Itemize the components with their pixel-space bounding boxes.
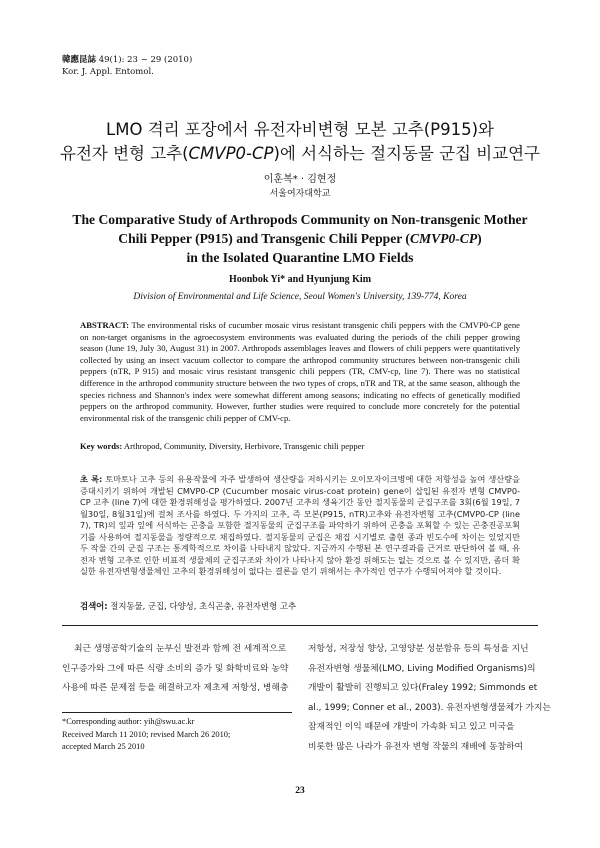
korean-title-line-2-post: )에 서식하는 절지동물 군집 비교연구 xyxy=(273,144,540,163)
korean-abstract-label: 초 록: xyxy=(80,474,103,484)
section-divider xyxy=(62,625,538,626)
body-left-line-3: 사용에 따른 문제점 등을 해결하고자 제초제 저항성, 병해충 xyxy=(62,683,289,693)
english-affiliation: Division of Environmental and Life Science, Seoul Women's University, 139-774, Korea xyxy=(133,292,467,302)
english-authors: Hoonbok Yi* and Hyunjung Kim xyxy=(228,274,372,285)
english-title-gene-name: CMVP0-CP xyxy=(409,231,478,246)
korean-title-line-2-pre: 유전자 변형 고추( xyxy=(60,144,189,163)
body-left-line-2: 인구증가와 그에 따른 식량 소비의 증가 및 화학비료와 농약 xyxy=(62,663,289,674)
footnote-accepted: accepted March 25 2010 xyxy=(62,742,145,751)
journal-volume: 49(1): 23 ~ 29 (2010) xyxy=(96,55,193,65)
body-right-line-5: 잠재적인 이익 때문에 개발이 가속화 되고 있고 미국을 xyxy=(308,722,515,732)
english-title-line-2 xyxy=(30,229,570,248)
korean-title-line-2 xyxy=(40,142,560,166)
journal-name-korean: 韓應昆誌 xyxy=(62,55,97,65)
korean-affiliation: 서울여자대학교 xyxy=(269,189,331,199)
korean-keywords-label: 검색어: xyxy=(80,601,108,611)
korean-keywords-text: 절지동물, 군집, 다양성, 초식곤충, 유전자변형 고추 xyxy=(107,601,297,611)
body-left-column xyxy=(62,640,292,699)
footnote-corresponding-author: *Corresponding author: yih@swu.ac.kr xyxy=(62,717,195,726)
keywords xyxy=(80,441,520,451)
korean-title-line-1: LMO 격리 포장에서 유전자비변형 모본 고추(P915)와 xyxy=(106,120,494,139)
body-right-line-1: 저항성, 저장성 향상, 고영양분 성분함유 등의 특성을 지닌 xyxy=(308,644,529,654)
page-number: 23 xyxy=(295,786,305,796)
abstract xyxy=(80,320,520,424)
english-title-line-3: in the Isolated Quarantine LMO Fields xyxy=(186,250,414,265)
body-right-line-4: al., 1999; Conner et al., 2003). 유전자변형생물체가 가지는 xyxy=(308,702,551,713)
korean-keywords xyxy=(80,600,520,612)
body-right-column xyxy=(308,640,551,757)
body-left-line-1: 최근 생명공학기술의 눈부신 발전과 함께 전 세계적으로 xyxy=(74,644,287,654)
footnote-received: Received March 11 2010; revised March 26 2010; xyxy=(62,729,231,739)
english-title-line-2-pre: Chili Pepper (P915) and Transgenic Chili Pepper ( xyxy=(118,231,410,246)
abstract-text: The environmental risks of cucumber mosaic virus resistant transgenic chili peppers with the CMVP0-CP gene on non-target organisms in the agroecosystem environments was evaluated during the periods of the chili pepper growing season (June 19, July 30, August 31) in 2007. Arthropods assemblages leaves and flowers of chili peppers were quantitatively collected by using an insect vacuum collector to compare the arthropod community structures between non-transgenic chili peppers (nTR, P 915) and mosaic virus resistant transgenic chili peppers (TR, CMV-cp, line 7). There was no statistical difference in the arthropod community structure between the two types of crops, nTR and TR, at the same season, although the species richness and Shannon's index were somewhat different among seasons; indicating no effects of genetically modified peppers on the arthropod community. However, further studies were required to conclude more concretely for the potential environmental risk of the transgenic chili pepper of CMV-cp. xyxy=(80,320,520,423)
keywords-label: Key words: xyxy=(80,441,123,451)
korean-authors: 이훈복* · 김현정 xyxy=(263,174,337,185)
korean-abstract-text: 토마토나 고추 등의 유용작물에 자주 발생하여 생산량을 저하시키는 오이모자이크병에 대한 저항성을 높여 생산량을 증대시키기 위하여 개발된 CMVP0-CP (Cucumber mosaic virus-coat protein) gene이 삽입된 유전자 변형 CMVP0-CP 고추 (line 7)에 대한 환경위해성을 평가하였다. 2007년 고추의 생육기간 동안 절지동물의 군집구조를 3회(6월 19일, 7월30일, 8월31일)에 걸쳐 조사를 하였다. 두 가지의 고추, 즉 모본(P915, nTR)고추와 유전자변형 고추(CMVP0-CP (line 7), TR)의 잎과 잎에 서식하는 곤충을 포함한 절지동물의 군집구조를 파악하기 위하여 곤충을 포획할 수 있는 곤충진공포획기를 사용하여 절지동물을 정량적으로 채집하였다. 절지동물의 군집은 채집 시기별로 출현 종과 빈도수에 차이는 있었지만 두 작물 간의 군집 구조는 통계학적으로 차이를 나타내지 않았다. 지금까지 수행된 본 연구결과를 근거로 판단하여 볼 때, 유전자 변형 고추로 인한 비표적 생물체의 군집구조와 차이가 나타나지 않아 환경 위해도는 없는 것으로 볼 수 있지만, 좀더 확실한 유전자변형생물체인 고추의 환경위해성이 없다는 결론을 얻기 위해서는 추가적인 연구가 수행되어져야 할 것이다. xyxy=(80,474,520,576)
body-right-line-3: 개발이 활발히 진행되고 있다(Fraley 1992; Simmonds et xyxy=(308,683,538,693)
korean-title-gene-name: CMVP0-CP xyxy=(188,144,274,163)
body-right-line-6: 비롯한 많은 나라가 유전자 변형 작물의 재배에 동참하여 xyxy=(308,741,524,752)
journal-header xyxy=(62,54,192,78)
abstract-label: ABSTRACT: xyxy=(80,320,130,330)
footnote-divider xyxy=(62,712,292,713)
keywords-text: Arthropod, Community, Diversity, Herbivore, Transgenic chili pepper xyxy=(122,441,365,451)
footnote xyxy=(62,716,302,754)
korean-abstract xyxy=(80,474,520,578)
body-right-line-2: 유전자변형 생물체(LMO, Living Modified Organisms)의 xyxy=(308,663,536,674)
english-title-line-1: The Comparative Study of Arthropods Community on Non-transgenic Mother xyxy=(72,212,528,227)
english-title-line-2-post: ) xyxy=(477,231,482,246)
journal-name-english: Kor. J. Appl. Entomol. xyxy=(62,67,154,77)
